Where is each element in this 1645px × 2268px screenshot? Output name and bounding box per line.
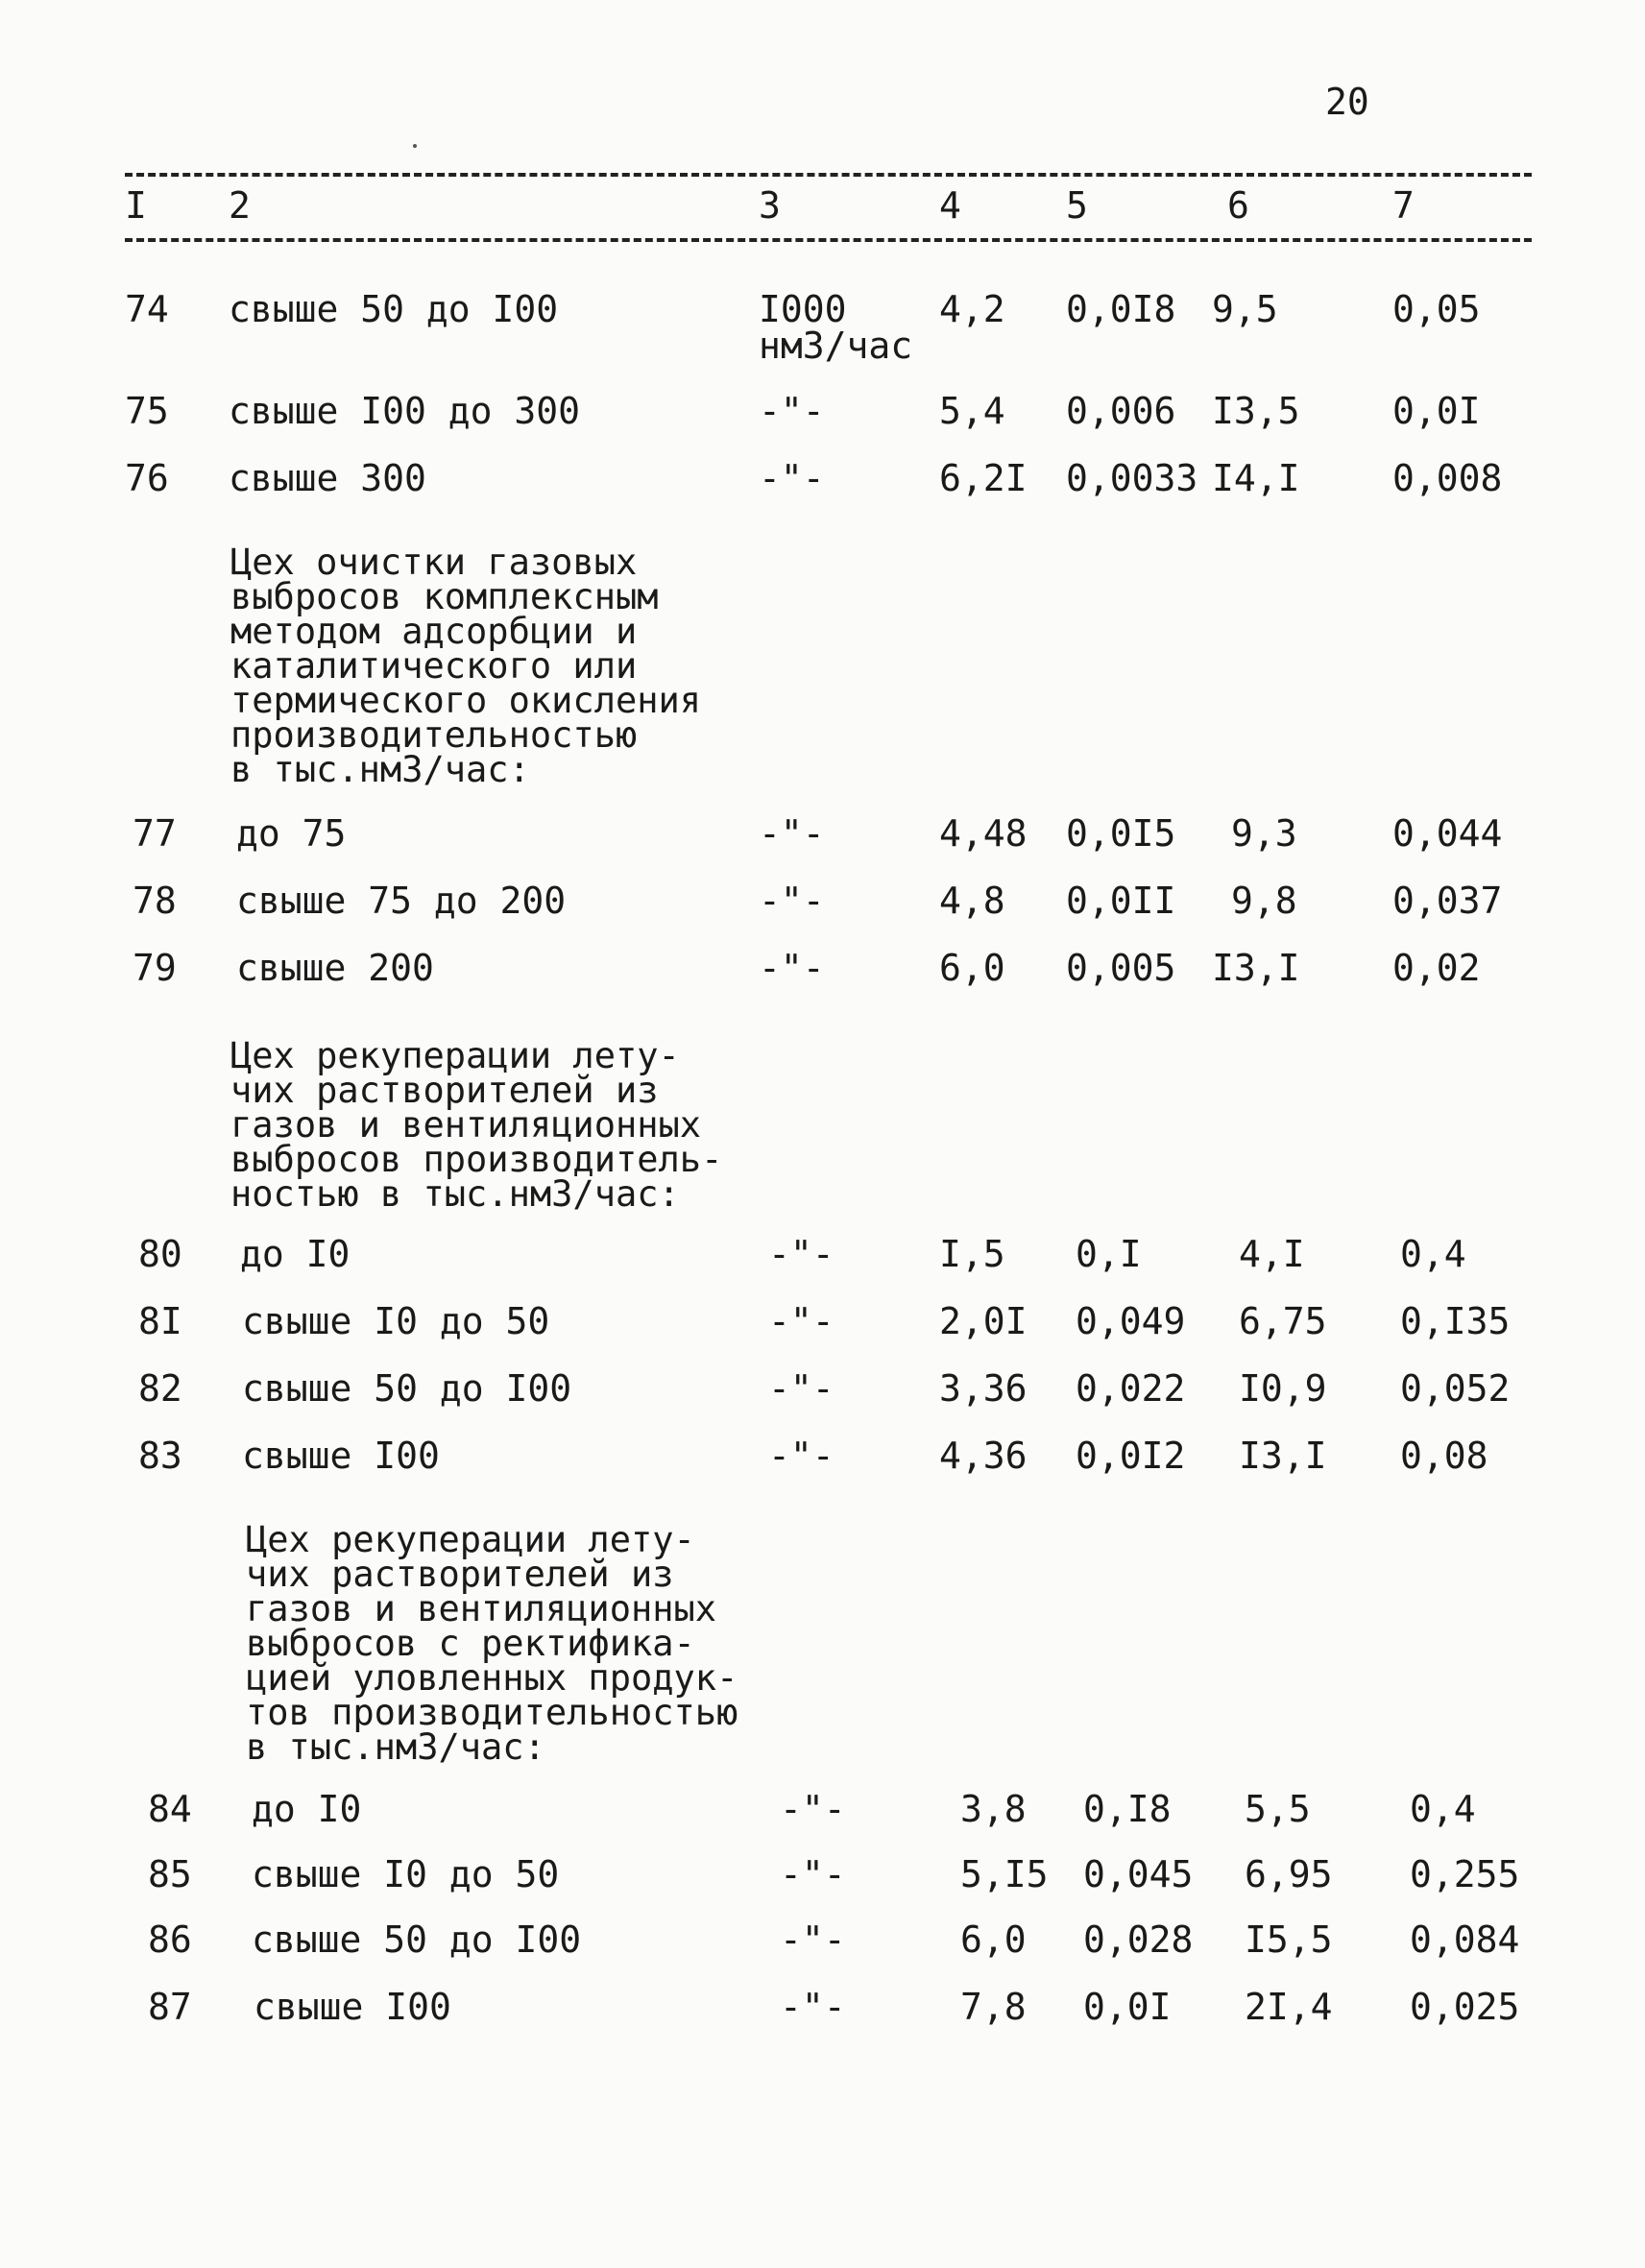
row-col5: 0,0I — [1083, 1986, 1172, 2028]
row-name: свыше 50 до I00 — [229, 288, 559, 330]
row-unit: -"- — [768, 1300, 835, 1342]
row-col6: 9,5 — [1212, 288, 1278, 330]
row-unit: -"- — [759, 812, 825, 855]
section-heading: Цех рекуперации лету- чих растворителей из газов и вентиляционных выбросов производитель- ностью в тыс.нм3/час: — [230, 1035, 723, 1215]
row-col5: 0,005 — [1066, 947, 1176, 989]
row-unit: -"- — [759, 947, 825, 989]
row-unit: -"- — [759, 390, 825, 432]
row-unit: -"- — [759, 880, 825, 922]
row-col7: 0,025 — [1410, 1986, 1520, 2028]
row-col7: 0,4 — [1400, 1233, 1466, 1275]
row-col5: 0,0I2 — [1076, 1435, 1186, 1477]
table-row — [0, 1788, 1645, 1846]
row-number: 77 — [133, 812, 177, 855]
row-number: 80 — [138, 1233, 182, 1275]
row-col4: 4,8 — [939, 880, 1005, 922]
table-row — [0, 1233, 1645, 1291]
row-col7: 0,08 — [1400, 1435, 1488, 1477]
row-col7: 0,008 — [1392, 457, 1503, 499]
row-col5: 0,I8 — [1083, 1788, 1172, 1830]
row-unit: -"- — [780, 1918, 846, 1961]
row-unit: -"- — [780, 1853, 846, 1895]
row-name: свыше I0 до 50 — [242, 1300, 550, 1342]
header-col-2: 2 — [229, 184, 251, 227]
header-col-6: 6 — [1227, 184, 1249, 227]
row-col6: I5,5 — [1245, 1918, 1333, 1961]
row-col7: 0,02 — [1392, 947, 1481, 989]
row-col5: 0,0II — [1066, 880, 1176, 922]
table-row — [0, 947, 1645, 1004]
row-col5: 0,049 — [1076, 1300, 1186, 1342]
row-unit: -"- — [780, 1788, 846, 1830]
row-name: свыше 50 до I00 — [242, 1367, 572, 1410]
row-number: 74 — [125, 288, 169, 330]
row-name: свыше 300 — [229, 457, 426, 499]
row-number: 85 — [148, 1853, 192, 1895]
row-name: свыше 50 до I00 — [252, 1918, 582, 1961]
table-row — [0, 880, 1645, 937]
row-name: до I0 — [252, 1788, 362, 1830]
row-col6: I4,I — [1212, 457, 1300, 499]
row-col7: 0,4 — [1410, 1788, 1476, 1830]
row-unit: -"- — [768, 1435, 835, 1477]
row-col6: 6,95 — [1245, 1853, 1333, 1895]
table-row — [0, 457, 1645, 515]
row-col7: 0,084 — [1410, 1918, 1520, 1961]
row-unit: -"- — [768, 1367, 835, 1410]
speck-mark — [413, 144, 417, 148]
row-col7: 0,037 — [1392, 880, 1503, 922]
row-unit: -"- — [768, 1233, 835, 1275]
section-heading: Цех рекуперации лету- чих растворителей из газов и вентиляционных выбросов с ректифика- цией уловленных продук- тов производительностью в тыс.нм3/час: — [246, 1519, 738, 1768]
row-name: свыше I00 — [254, 1986, 451, 2028]
row-unit: -"- — [759, 457, 825, 499]
header-col-5: 5 — [1066, 184, 1088, 227]
header-col-3: 3 — [759, 184, 781, 227]
section-heading: Цех очистки газовых выбросов комплексным методом адсорбции и каталитического или термического окисления производительностью в тыс.нм3/час: — [230, 542, 702, 790]
row-col5: 0,022 — [1076, 1367, 1186, 1410]
table-row — [0, 1986, 1645, 2043]
header-rule-top — [125, 173, 1532, 177]
table-row — [0, 1918, 1645, 1976]
header-rule-bottom — [125, 238, 1532, 242]
row-col6: 5,5 — [1245, 1788, 1311, 1830]
row-number: 78 — [133, 880, 177, 922]
table-row — [0, 288, 1645, 367]
row-col4: 4,36 — [939, 1435, 1028, 1477]
row-col6: 9,8 — [1231, 880, 1297, 922]
row-col4: 3,36 — [939, 1367, 1028, 1410]
page-number: 20 — [1325, 81, 1369, 123]
row-col4: 6,0 — [960, 1918, 1027, 1961]
row-col6: 9,3 — [1231, 812, 1297, 855]
row-col7: 0,0I — [1392, 390, 1481, 432]
row-col5: 0,0I5 — [1066, 812, 1176, 855]
table-row — [0, 1300, 1645, 1358]
row-col4: I,5 — [939, 1233, 1005, 1275]
row-name: до I0 — [240, 1233, 351, 1275]
table-row — [0, 1367, 1645, 1425]
row-col5: 0,028 — [1083, 1918, 1194, 1961]
header-col-7: 7 — [1392, 184, 1415, 227]
row-unit-line1: I000 — [759, 288, 847, 330]
row-col6: 4,I — [1239, 1233, 1305, 1275]
row-col5: 0,I — [1076, 1233, 1142, 1275]
row-number: 76 — [125, 457, 169, 499]
row-col5: 0,045 — [1083, 1853, 1194, 1895]
row-col4: 7,8 — [960, 1986, 1027, 2028]
row-col4: 6,0 — [939, 947, 1005, 989]
table-row — [0, 1853, 1645, 1911]
row-number: 84 — [148, 1788, 192, 1830]
row-col6: I3,5 — [1212, 390, 1300, 432]
row-number: 83 — [138, 1435, 182, 1477]
header-col-1: I — [125, 184, 147, 227]
row-col6: I0,9 — [1239, 1367, 1327, 1410]
row-col5: 0,006 — [1066, 390, 1176, 432]
row-col7: 0,I35 — [1400, 1300, 1511, 1342]
row-name: свыше 200 — [236, 947, 434, 989]
table-row — [0, 812, 1645, 870]
row-number: 86 — [148, 1918, 192, 1961]
row-col4: 4,2 — [939, 288, 1005, 330]
row-col7: 0,255 — [1410, 1853, 1520, 1895]
row-name: до 75 — [236, 812, 347, 855]
row-col7: 0,05 — [1392, 288, 1481, 330]
row-name: свыше I00 до 300 — [229, 390, 581, 432]
row-col6: I3,I — [1212, 947, 1300, 989]
row-col5: 0,0I8 — [1066, 288, 1176, 330]
row-number: 75 — [125, 390, 169, 432]
table-row — [0, 390, 1645, 447]
row-unit — [759, 288, 912, 367]
row-unit-line2: нм3/час — [759, 325, 913, 367]
row-number: 87 — [148, 1986, 192, 2028]
row-col6: 2I,4 — [1245, 1986, 1333, 2028]
row-unit: -"- — [780, 1986, 846, 2028]
header-col-4: 4 — [939, 184, 961, 227]
row-col4: 4,48 — [939, 812, 1028, 855]
row-col4: 6,2I — [939, 457, 1028, 499]
row-col6: I3,I — [1239, 1435, 1327, 1477]
row-name: свыше I0 до 50 — [252, 1853, 560, 1895]
table-row — [0, 1435, 1645, 1492]
row-number: 8I — [138, 1300, 182, 1342]
row-col4: 5,4 — [939, 390, 1005, 432]
row-col6: 6,75 — [1239, 1300, 1327, 1342]
row-col4: 5,I5 — [960, 1853, 1049, 1895]
row-col4: 2,0I — [939, 1300, 1028, 1342]
row-name: свыше I00 — [242, 1435, 440, 1477]
row-col5: 0,0033 — [1066, 457, 1198, 499]
row-col7: 0,052 — [1400, 1367, 1511, 1410]
row-name: свыше 75 до 200 — [236, 880, 567, 922]
row-col7: 0,044 — [1392, 812, 1503, 855]
row-col4: 3,8 — [960, 1788, 1027, 1830]
row-number: 82 — [138, 1367, 182, 1410]
row-number: 79 — [133, 947, 177, 989]
